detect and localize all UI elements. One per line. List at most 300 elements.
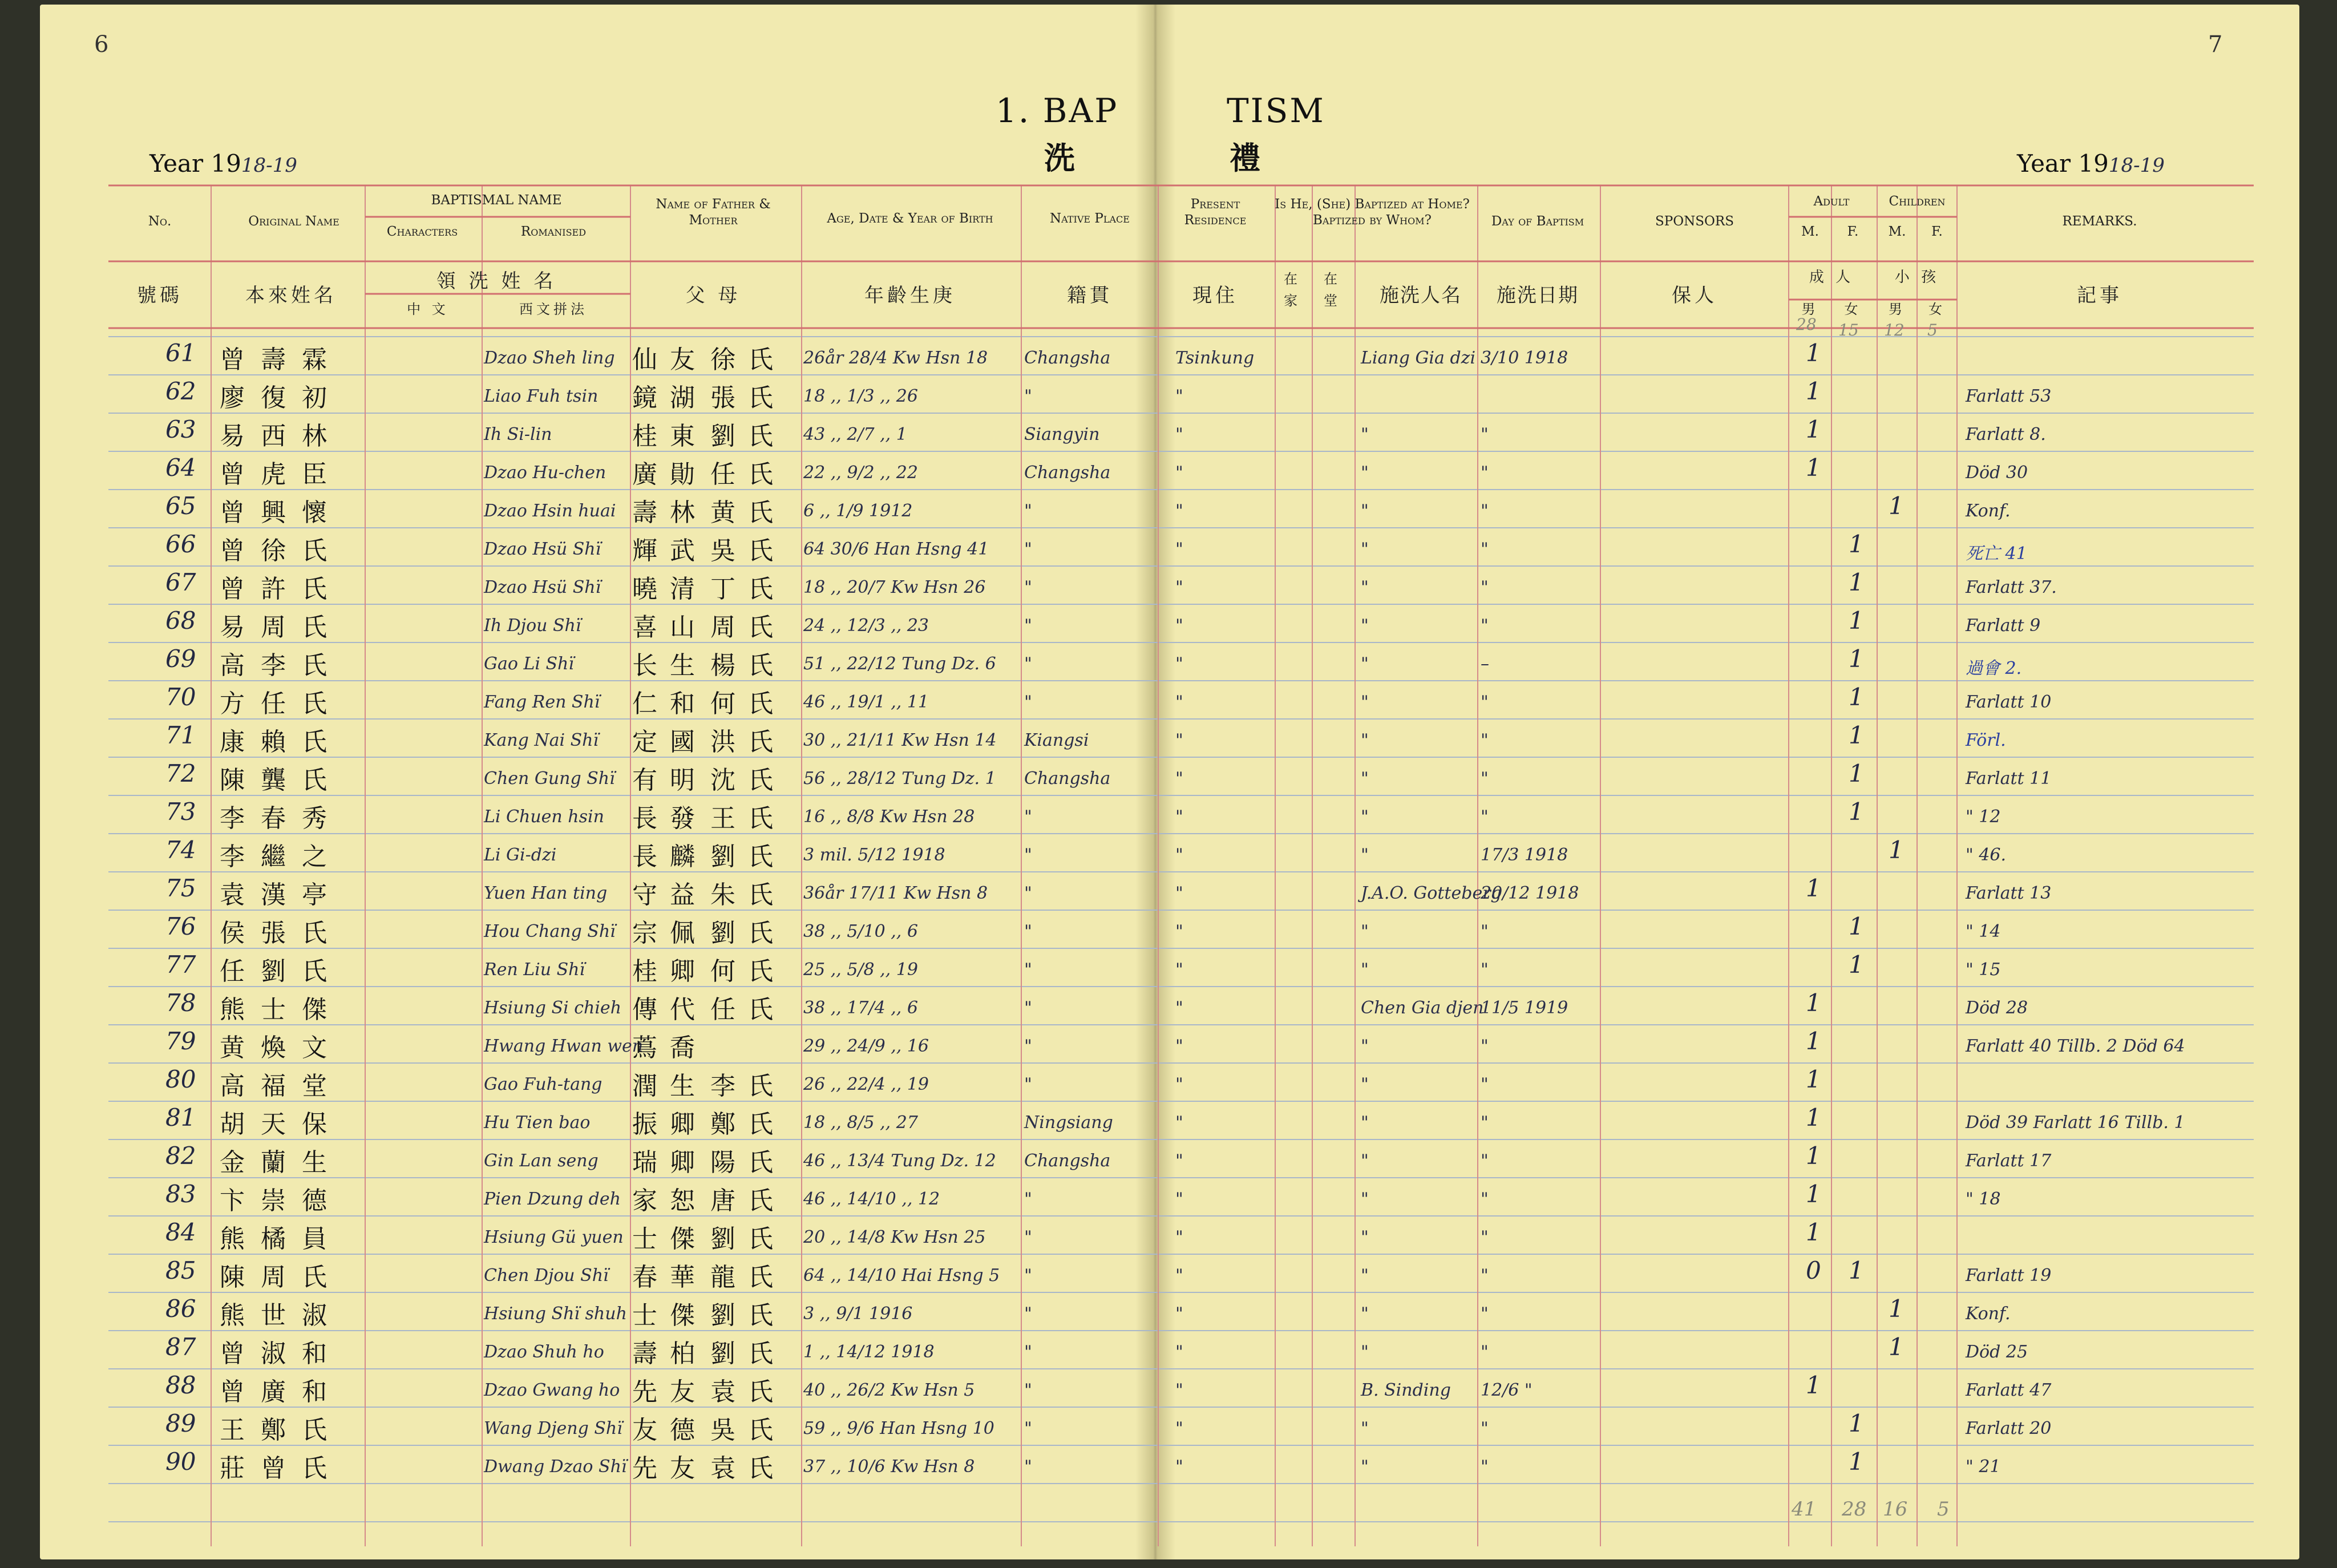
- adult-female-count: 1: [1849, 721, 1864, 749]
- header-romanised: Romanised: [520, 224, 587, 239]
- adult-female-count: 1: [1849, 607, 1864, 635]
- adult-male-count: 1: [1806, 989, 1821, 1017]
- remarks: " 15: [1966, 960, 2001, 980]
- header-children-f: F.: [1931, 224, 1943, 239]
- father-name: 壽林: [632, 498, 707, 527]
- baptism-day: ": [1481, 730, 1489, 750]
- native-place: Ningsiang: [1024, 1113, 1113, 1133]
- romanised-name: Fang Ren Shï: [484, 692, 600, 712]
- father-name: 守益: [632, 880, 707, 910]
- baptizer-name: Liang Gia dzi: [1361, 348, 1476, 368]
- present-residence: ": [1175, 845, 1183, 865]
- present-residence: ": [1175, 463, 1183, 483]
- mother-name: 龍氏: [710, 1263, 786, 1292]
- total-top-adult-m: 28: [1796, 315, 1817, 334]
- present-residence: ": [1175, 501, 1183, 521]
- mother-name: 陽氏: [710, 1148, 786, 1177]
- year-right-handwritten: 18-19: [2108, 154, 2165, 177]
- header-remarks: REMARKS.: [2062, 214, 2137, 229]
- native-place: ": [1024, 501, 1032, 521]
- present-residence: ": [1175, 1036, 1183, 1056]
- romanised-name: Dzao Hsü Shï: [484, 577, 601, 597]
- baptizer-name: ": [1361, 463, 1369, 483]
- romanised-name: Hou Chang Shï: [484, 922, 616, 941]
- age-date-birth: 22 ,, 9/2 ,, 22: [803, 463, 918, 483]
- present-residence: ": [1175, 386, 1183, 406]
- father-name: 仁和: [632, 689, 707, 718]
- page-title-part2: TISM: [1227, 91, 1325, 130]
- father-name: 有明: [632, 766, 707, 795]
- baptizer-name: ": [1361, 1036, 1369, 1056]
- original-name: 易西林: [220, 422, 343, 451]
- entry-number: 89: [165, 1409, 196, 1437]
- entry-number: 62: [165, 377, 196, 405]
- mother-name: 袁氏: [710, 1377, 786, 1407]
- romanised-name: Hsiung Shï shuh: [484, 1304, 627, 1324]
- baptism-day: ": [1481, 692, 1489, 712]
- mother-name: 洪氏: [710, 728, 786, 757]
- baptism-day: ": [1481, 463, 1489, 483]
- father-name: 廣勛: [632, 460, 707, 489]
- father-name: 定國: [632, 728, 707, 757]
- native-place: Changsha: [1024, 348, 1111, 368]
- native-place: ": [1024, 654, 1032, 674]
- baptizer-name: ": [1361, 1266, 1369, 1286]
- baptism-day: ": [1481, 1342, 1489, 1362]
- mother-name: 張氏: [710, 383, 786, 413]
- present-residence: ": [1175, 1151, 1183, 1171]
- native-place: ": [1024, 1074, 1032, 1094]
- adult-male-count: 1: [1806, 1027, 1821, 1055]
- age-date-birth: 43 ,, 2/7 ,, 1: [803, 425, 907, 444]
- remarks: Farlatt 8.: [1966, 425, 2046, 444]
- age-date-birth: 37 ,, 10/6 Kw Hsn 8: [803, 1457, 975, 1477]
- mother-name: 唐氏: [710, 1186, 786, 1215]
- baptizer-name: ": [1361, 1304, 1369, 1324]
- present-residence: ": [1175, 883, 1183, 903]
- entry-number: 79: [165, 1027, 196, 1055]
- entry-number: 71: [165, 721, 196, 749]
- header-sponsors: SPONSORS: [1655, 214, 1734, 229]
- entry-number: 61: [165, 339, 196, 367]
- entry-number: 65: [165, 492, 196, 520]
- adult-female-count: 1: [1849, 1409, 1864, 1437]
- year-left-print: Year 19: [149, 149, 241, 177]
- header-zh-father-mother: 父 母: [685, 284, 741, 307]
- entry-number: 87: [165, 1333, 196, 1361]
- original-name: 金蘭生: [220, 1148, 343, 1177]
- present-residence: ": [1175, 1113, 1183, 1133]
- mother-name: 袁氏: [710, 1454, 786, 1483]
- romanised-name: Gao Li Shï: [484, 654, 574, 674]
- baptism-day: ": [1481, 960, 1489, 980]
- romanised-name: Liao Fuh tsin: [484, 386, 599, 406]
- original-name: 王鄭氏: [220, 1416, 343, 1445]
- present-residence: ": [1175, 1266, 1183, 1286]
- original-name: 莊曾氏: [220, 1454, 343, 1483]
- father-name: 壽柏: [632, 1339, 707, 1368]
- present-residence: ": [1175, 692, 1183, 712]
- header-children-m: M.: [1888, 224, 1906, 239]
- header-zh-remarks: 記事: [2077, 284, 2122, 307]
- original-name: 易周氏: [220, 613, 343, 642]
- adult-male-count: 1: [1806, 1180, 1821, 1208]
- original-name: 曾興懷: [220, 498, 343, 527]
- remarks: Farlatt 17: [1966, 1151, 2052, 1171]
- entry-number: 85: [165, 1256, 196, 1284]
- native-place: ": [1024, 1189, 1032, 1209]
- father-name: 士傑: [632, 1225, 707, 1254]
- present-residence: ": [1175, 1227, 1183, 1247]
- entry-number: 90: [165, 1448, 196, 1476]
- adult-male-count: 1: [1806, 415, 1821, 443]
- father-name: 輝武: [632, 536, 707, 565]
- father-name: 仙友: [632, 345, 707, 374]
- remarks: Död 25: [1966, 1342, 2028, 1362]
- entry-number: 76: [165, 912, 196, 940]
- mother-name: 劉氏: [710, 1225, 786, 1254]
- baptism-day: ": [1481, 807, 1489, 827]
- header-children: Children: [1889, 194, 1946, 209]
- header-day-of-baptism: Day of Baptism: [1491, 214, 1584, 229]
- original-name: 任劉氏: [220, 957, 343, 986]
- age-date-birth: 46 ,, 19/1 ,, 11: [803, 692, 929, 712]
- original-name: 袁漢亭: [220, 880, 343, 910]
- romanised-name: Gao Fuh-tang: [484, 1074, 603, 1094]
- baptizer-name: ": [1361, 807, 1369, 827]
- romanised-name: Dzao Hsü Shï: [484, 539, 601, 559]
- header-age-date: Age, Date & Year of Birth: [827, 211, 993, 226]
- children-male-count: 1: [1889, 1333, 1904, 1361]
- remarks: Farlatt 19: [1966, 1266, 2052, 1286]
- header-zh-at-home: 在家: [1284, 271, 1301, 309]
- baptism-day: 11/5 1919: [1481, 998, 1568, 1018]
- original-name: 熊士傑: [220, 995, 343, 1024]
- original-name: 方任氏: [220, 689, 343, 718]
- header-zh-day: 施洗日期: [1497, 284, 1579, 307]
- baptizer-name: ": [1361, 539, 1369, 559]
- romanised-name: Wang Djeng Shï: [484, 1419, 622, 1438]
- original-name: 侯張氏: [220, 919, 343, 948]
- father-name: 春華: [632, 1263, 707, 1292]
- baptizer-name: ": [1361, 577, 1369, 597]
- age-date-birth: 26år 28/4 Kw Hsn 18: [803, 348, 988, 368]
- age-date-birth: 6 ,, 1/9 1912: [803, 501, 913, 521]
- baptizer-name: ": [1361, 1074, 1369, 1094]
- remarks: Farlatt 53: [1966, 386, 2052, 406]
- present-residence: ": [1175, 960, 1183, 980]
- native-place: ": [1024, 616, 1032, 636]
- romanised-name: Ren Liu Shï: [484, 960, 585, 980]
- entry-number: 83: [165, 1180, 196, 1208]
- native-place: ": [1024, 1227, 1032, 1247]
- adult-female-count: 1: [1849, 1448, 1864, 1476]
- remarks: Död 28: [1966, 998, 2028, 1018]
- remarks: Farlatt 9: [1966, 616, 2041, 636]
- baptism-day: ": [1481, 922, 1489, 941]
- baptizer-name: ": [1361, 1189, 1369, 1209]
- father-name: 喜山: [632, 613, 707, 642]
- adult-female-count: 1: [1849, 759, 1864, 787]
- remarks: " 12: [1966, 807, 2001, 827]
- romanised-name: Pien Dzung deh: [484, 1189, 621, 1209]
- mother-name: 劉氏: [710, 422, 786, 451]
- baptizer-name: ": [1361, 501, 1369, 521]
- romanised-name: Ih Djou Shï: [484, 616, 581, 636]
- age-date-birth: 46 ,, 14/10 ,, 12: [803, 1189, 940, 1209]
- adult-male-count: 1: [1806, 339, 1821, 367]
- header-zh-present-residence: 現住: [1192, 284, 1238, 307]
- romanised-name: Kang Nai Shï: [484, 730, 599, 750]
- age-date-birth: 38 ,, 17/4 ,, 6: [803, 998, 918, 1018]
- romanised-name: Dzao Hu-chen: [484, 463, 607, 483]
- native-place: ": [1024, 1380, 1032, 1400]
- romanised-name: Hsiung Si chieh: [484, 998, 622, 1018]
- romanised-name: Chen Djou Shï: [484, 1266, 609, 1286]
- remarks: Död 39 Farlatt 16 Tillb. 1: [1966, 1113, 2185, 1133]
- age-date-birth: 18 ,, 8/5 ,, 27: [803, 1113, 918, 1133]
- romanised-name: Hsiung Gü yuen: [484, 1227, 624, 1247]
- adult-male-count: 1: [1806, 1218, 1821, 1246]
- native-place: ": [1024, 845, 1032, 865]
- header-zh-sponsors: 保人: [1672, 284, 1717, 307]
- baptizer-name: ": [1361, 692, 1369, 712]
- header-zh-children-male: 男: [1889, 301, 1906, 317]
- header-zh-adult: 成 人: [1809, 269, 1854, 286]
- present-residence: ": [1175, 1304, 1183, 1324]
- page-title-part1: 1. BAP: [996, 91, 1119, 130]
- romanised-name: Li Chuen hsin: [484, 807, 604, 827]
- mother-name: 楊氏: [710, 651, 786, 680]
- original-name: 曾虎臣: [220, 460, 343, 489]
- age-date-birth: 16 ,, 8/8 Kw Hsn 28: [803, 807, 975, 827]
- header-zh-baptizer: 施洗人名: [1380, 284, 1462, 307]
- remarks: " 18: [1966, 1189, 2001, 1209]
- total-bottom-adult-m: 41: [1792, 1498, 1817, 1521]
- age-date-birth: 18 ,, 20/7 Kw Hsn 26: [803, 577, 986, 597]
- baptizer-name: ": [1361, 922, 1369, 941]
- mother-name: 何氏: [710, 957, 786, 986]
- baptism-day: ": [1481, 1419, 1489, 1438]
- original-name: 高福堂: [220, 1072, 343, 1101]
- baptism-day: ": [1481, 769, 1489, 789]
- age-date-birth: 64 ,, 14/10 Hai Hsng 5: [803, 1266, 1000, 1286]
- romanised-name: Dwang Dzao Shï: [484, 1457, 627, 1477]
- entry-number: 86: [165, 1295, 196, 1323]
- age-date-birth: 59 ,, 9/6 Han Hsng 10: [803, 1419, 994, 1438]
- baptism-day: ": [1481, 501, 1489, 521]
- present-residence: ": [1175, 730, 1183, 750]
- original-name: 熊世淑: [220, 1301, 343, 1330]
- native-place: ": [1024, 1342, 1032, 1362]
- romanised-name: Yuen Han ting: [484, 883, 608, 903]
- age-date-birth: 56 ,, 28/12 Tung Dz. 1: [803, 769, 996, 789]
- total-top-children-f: 5: [1927, 321, 1938, 340]
- native-place: ": [1024, 692, 1032, 712]
- present-residence: ": [1175, 769, 1183, 789]
- baptism-day: 12/6 ": [1481, 1380, 1533, 1400]
- mother-name: 劉氏: [710, 842, 786, 871]
- mother-name: 徐氏: [710, 345, 786, 374]
- baptism-day: ": [1481, 616, 1489, 636]
- mother-name: 劉氏: [710, 1339, 786, 1368]
- present-residence: ": [1175, 654, 1183, 674]
- header-zh-native-place: 籍貫: [1067, 284, 1113, 307]
- present-residence: ": [1175, 1419, 1183, 1438]
- header-native-place: Native Place: [1050, 211, 1130, 226]
- father-name: 瑞卿: [632, 1148, 707, 1177]
- header-zh-children-female: 女: [1928, 301, 1946, 317]
- age-date-birth: 40 ,, 26/2 Kw Hsn 5: [803, 1380, 975, 1400]
- remarks: 死亡 41: [1966, 544, 2027, 564]
- age-date-birth: 29 ,, 24/9 ,, 16: [803, 1036, 929, 1056]
- page-number-left: 6: [94, 31, 109, 58]
- remarks: Konf.: [1966, 501, 2011, 521]
- mother-name: 鄭氏: [710, 1110, 786, 1139]
- original-name: 李春秀: [220, 804, 343, 833]
- age-date-birth: 51 ,, 22/12 Tung Dz. 6: [803, 654, 996, 674]
- entry-number: 75: [165, 874, 196, 902]
- native-place: ": [1024, 998, 1032, 1018]
- entry-number: 68: [165, 607, 196, 635]
- adult-male-count: 1: [1806, 377, 1821, 405]
- header-father-mother: Name of Father & Mother: [656, 197, 771, 228]
- header-zh-children: 小 孩: [1894, 269, 1940, 286]
- header-baptismal-name: BAPTISMAL NAME: [431, 193, 562, 208]
- age-date-birth: 38 ,, 5/10 ,, 6: [803, 922, 918, 941]
- baptizer-name: ": [1361, 730, 1369, 750]
- header-zh-adult-male: 男: [1801, 301, 1819, 317]
- age-date-birth: 30 ,, 21/11 Kw Hsn 14: [803, 730, 997, 750]
- year-right-print: Year 19: [2017, 149, 2109, 177]
- year-left-handwritten: 18-19: [241, 154, 297, 177]
- entry-number: 70: [165, 683, 196, 711]
- entry-number: 73: [165, 798, 196, 826]
- present-residence: Tsinkung: [1175, 348, 1255, 368]
- adult-male-count: 1: [1806, 454, 1821, 482]
- age-date-birth: 64 30/6 Han Hsng 41: [803, 539, 989, 559]
- original-name: 曾廣和: [220, 1377, 343, 1407]
- adult-female-count: 1: [1849, 645, 1864, 673]
- mother-name: 黄氏: [710, 498, 786, 527]
- father-name: 長麟: [632, 842, 707, 871]
- baptizer-name: ": [1361, 1419, 1369, 1438]
- romanised-name: Dzao Sheh ling: [484, 348, 615, 368]
- header-present-residence: Present Residence: [1184, 197, 1247, 228]
- original-name: 曾徐氏: [220, 536, 343, 565]
- remarks: Farlatt 11: [1966, 769, 2052, 789]
- entry-number: 84: [165, 1218, 196, 1246]
- native-place: Kiangsi: [1024, 730, 1089, 750]
- age-date-birth: 3 ,, 9/1 1916: [803, 1304, 913, 1324]
- mother-name: 劉氏: [710, 919, 786, 948]
- original-name: 熊橘員: [220, 1225, 343, 1254]
- native-place: ": [1024, 807, 1032, 827]
- mother-name: 李氏: [710, 1072, 786, 1101]
- adult-female-count: 1: [1849, 798, 1864, 826]
- entry-number: 80: [165, 1065, 196, 1093]
- original-name: 曾許氏: [220, 575, 343, 604]
- native-place: Changsha: [1024, 1151, 1111, 1171]
- remarks: Farlatt 47: [1966, 1380, 2052, 1400]
- native-place: ": [1024, 386, 1032, 406]
- age-date-birth: 24 ,, 12/3 ,, 23: [803, 616, 929, 636]
- adult-male-count: 1: [1806, 1065, 1821, 1093]
- native-place: ": [1024, 1457, 1032, 1477]
- adult-male-count: 1: [1806, 874, 1821, 902]
- total-bottom-children-m: 16: [1883, 1498, 1908, 1521]
- original-name: 陳周氏: [220, 1263, 343, 1292]
- children-male-count: 1: [1889, 1295, 1904, 1323]
- father-name: 桂卿: [632, 957, 707, 986]
- header-zh-age-date: 年齡生庚: [864, 284, 956, 307]
- baptizer-name: ": [1361, 769, 1369, 789]
- age-date-birth: 46 ,, 13/4 Tung Dz. 12: [803, 1151, 996, 1171]
- header-zh-characters: 中 文: [407, 301, 449, 317]
- children-male-count: 1: [1889, 836, 1904, 864]
- baptizer-name: ": [1361, 425, 1369, 444]
- romanised-name: Dzao Gwang ho: [484, 1380, 620, 1400]
- entry-number: 66: [165, 530, 196, 558]
- remarks: Konf.: [1966, 1304, 2011, 1324]
- present-residence: ": [1175, 1074, 1183, 1094]
- header-adult: Adult: [1813, 194, 1850, 209]
- age-date-birth: 25 ,, 5/8 ,, 19: [803, 960, 918, 980]
- mother-name: 劉氏: [710, 1301, 786, 1330]
- remarks: " 14: [1966, 922, 2001, 941]
- original-name: 高李氏: [220, 651, 343, 680]
- baptizer-name: J.A.O. Gotteberg: [1361, 883, 1502, 903]
- romanised-name: Dzao Hsin huai: [484, 501, 616, 521]
- baptism-day: ": [1481, 1227, 1489, 1247]
- present-residence: ": [1175, 1189, 1183, 1209]
- baptism-day: ": [1481, 1457, 1489, 1477]
- father-name: 振卿: [632, 1110, 707, 1139]
- adult-female-count: 1: [1849, 530, 1864, 558]
- entry-number: 63: [165, 415, 196, 443]
- present-residence: ": [1175, 425, 1183, 444]
- native-place: ": [1024, 1266, 1032, 1286]
- father-name: 桂東: [632, 422, 707, 451]
- age-date-birth: 36år 17/11 Kw Hsn 8: [803, 883, 988, 903]
- age-date-birth: 3 mil. 5/12 1918: [803, 845, 945, 865]
- entry-number: 67: [165, 568, 196, 596]
- mother-name: 王氏: [710, 804, 786, 833]
- entry-number: 77: [165, 951, 196, 979]
- father-name: 家恕: [632, 1186, 707, 1215]
- father-name: 蔦喬: [632, 1033, 707, 1062]
- native-place: ": [1024, 922, 1032, 941]
- mother-name: 任氏: [710, 460, 786, 489]
- original-name: 陳龔氏: [220, 766, 343, 795]
- baptism-day: –: [1481, 654, 1489, 674]
- native-place: Siangyin: [1024, 425, 1100, 444]
- total-top-children-m: 12: [1884, 321, 1905, 340]
- remarks: Farlatt 20: [1966, 1419, 2052, 1438]
- header-zh-original-name: 本來姓名: [245, 284, 337, 307]
- original-name: 曾淑和: [220, 1339, 343, 1368]
- father-name: 先友: [632, 1454, 707, 1483]
- total-bottom-children-f: 5: [1937, 1498, 1950, 1521]
- entry-number: 82: [165, 1142, 196, 1170]
- father-name: 曉清: [632, 575, 707, 604]
- adult-male-count: 1: [1806, 1371, 1821, 1399]
- baptism-day: ": [1481, 1036, 1489, 1056]
- remarks: Farlatt 10: [1966, 692, 2052, 712]
- mother-name: 沈氏: [710, 766, 786, 795]
- adult-female-count: 1: [1849, 951, 1864, 979]
- entry-number: 69: [165, 645, 196, 673]
